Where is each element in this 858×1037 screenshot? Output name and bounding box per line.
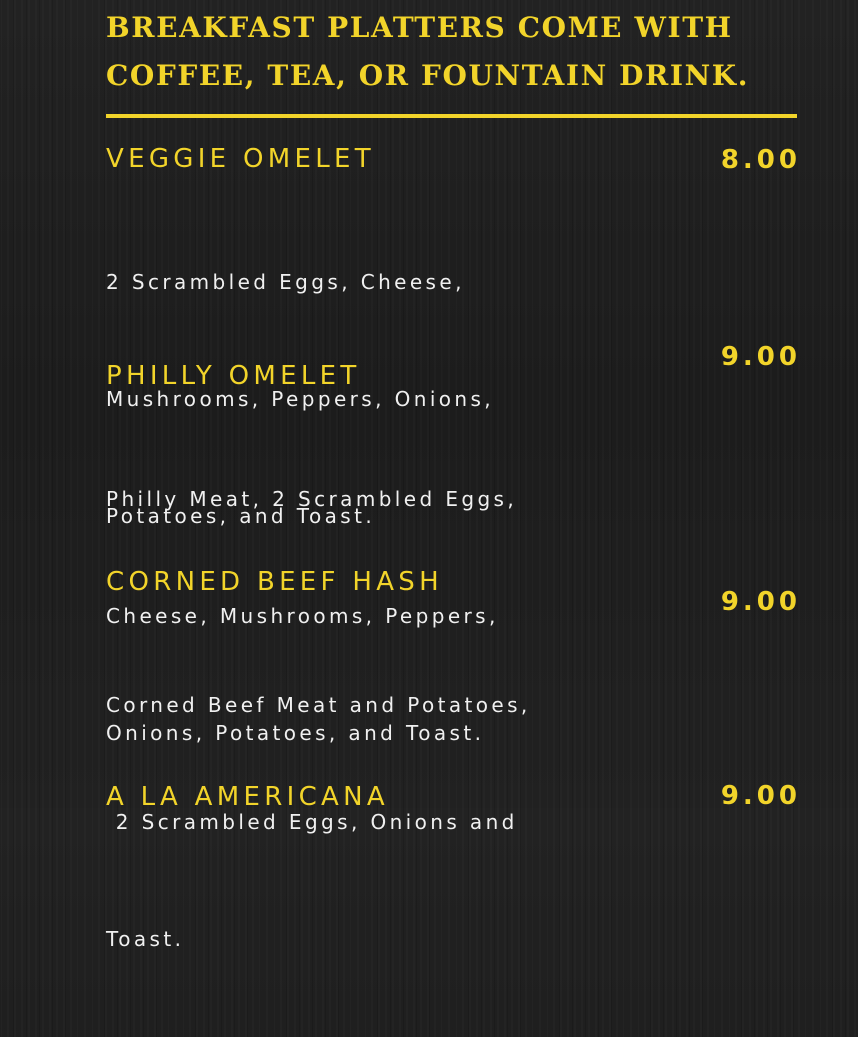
item-price-philly-omelet: 9.00 bbox=[720, 342, 801, 372]
item-description-line: Mushrooms, Peppers, Onions, bbox=[106, 387, 495, 411]
item-description-line: 2 Scrambled Eggs, Onions and bbox=[106, 810, 518, 834]
item-name-veggie-omelet: VEGGIE OMELET bbox=[106, 144, 375, 174]
item-price-corned-beef-hash: 9.00 bbox=[720, 587, 801, 617]
item-name-philly-omelet: PHILLY OMELET bbox=[106, 361, 361, 391]
item-description-line: Philly Meat, 2 Scrambled Eggs, bbox=[106, 487, 518, 511]
item-description-line: Potatoes, and Toast. bbox=[106, 504, 376, 528]
menu-header bbox=[106, 4, 806, 100]
item-description-corned-beef-hash bbox=[106, 608, 531, 1037]
item-price-veggie-omelet: 8.00 bbox=[720, 145, 801, 175]
item-price-a-la-americana: 9.00 bbox=[720, 781, 801, 811]
header-divider bbox=[106, 114, 797, 118]
menu-header-line-1: BREAKFAST PLATTERS COME WITH bbox=[106, 11, 733, 44]
item-description-line: Cheese, Mushrooms, Peppers, bbox=[106, 604, 499, 628]
item-description-line: 2 Scrambled Eggs, Cheese, bbox=[106, 270, 465, 294]
item-name-corned-beef-hash: CORNED BEEF HASH bbox=[106, 567, 443, 597]
item-description-line: Toast. bbox=[106, 927, 185, 951]
menu-header-line-2: COFFEE, TEA, OR FOUNTAIN DRINK. bbox=[106, 59, 750, 92]
item-description-line: Corned Beef Meat and Potatoes, bbox=[106, 693, 531, 717]
item-name-a-la-americana: A LA AMERICANA bbox=[106, 782, 389, 812]
item-description-line: Onions, Potatoes, and Toast. bbox=[106, 721, 485, 745]
